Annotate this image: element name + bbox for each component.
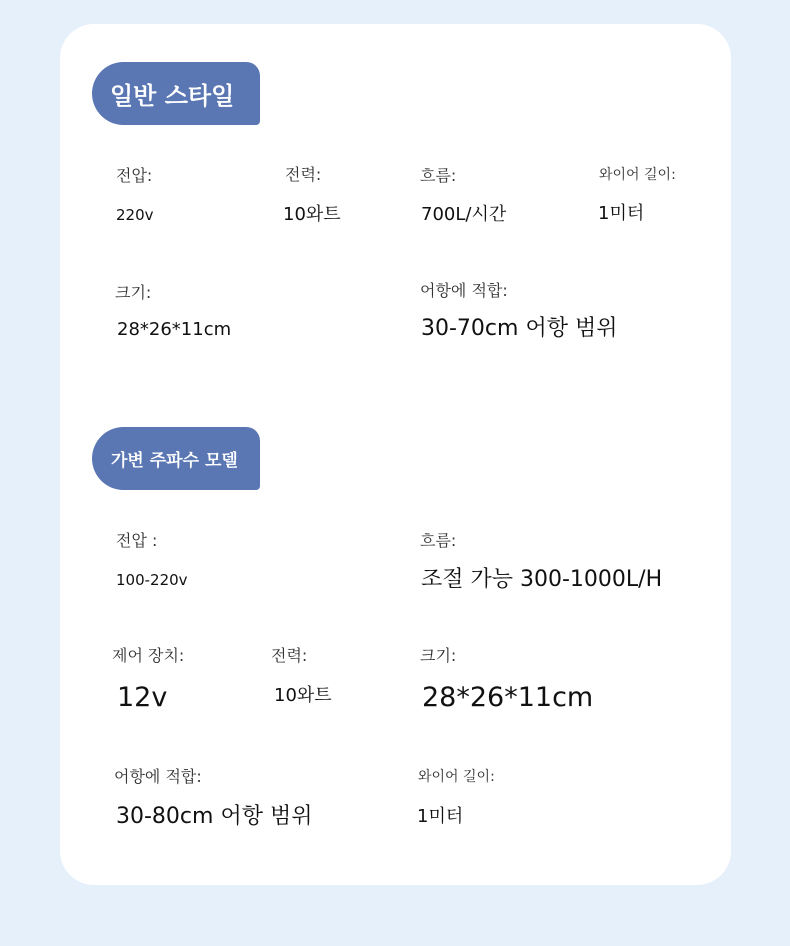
section-title-text: 일반 스타일 bbox=[110, 82, 235, 110]
spec-label-voltage: 전압 : bbox=[116, 531, 158, 550]
section-title-variable-frequency bbox=[92, 427, 260, 490]
spec-value-wire-length: 1미터 bbox=[417, 806, 464, 827]
spec-value-power: 10와트 bbox=[283, 204, 341, 225]
spec-label-size: 크기: bbox=[115, 283, 152, 302]
section-title-text: 가변 주파수 모델 bbox=[111, 451, 238, 471]
spec-value-wire-length: 1미터 bbox=[598, 203, 645, 224]
spec-value-size: 28*26*11cm bbox=[117, 319, 232, 340]
spec-label-power: 전력: bbox=[285, 165, 322, 184]
spec-label-flow: 흐름: bbox=[420, 531, 457, 550]
spec-label-controller: 제어 장치: bbox=[112, 646, 185, 665]
spec-value-size: 28*26*11cm bbox=[422, 682, 594, 713]
spec-value-flow: 조절 가능 300-1000L/H bbox=[421, 567, 663, 592]
spec-value-voltage: 220v bbox=[116, 206, 154, 224]
spec-label-tank-fit: 어항에 적합: bbox=[114, 767, 202, 786]
spec-label-flow: 흐름: bbox=[420, 166, 457, 185]
spec-label-voltage: 전압: bbox=[116, 166, 153, 185]
spec-value-voltage: 100-220v bbox=[116, 571, 188, 589]
spec-label-wire-length: 와이어 길이: bbox=[599, 167, 676, 183]
spec-value-power: 10와트 bbox=[274, 685, 332, 706]
spec-label-size: 크기: bbox=[420, 646, 457, 665]
spec-label-wire-length: 와이어 길이: bbox=[418, 769, 495, 785]
section-title-standard bbox=[92, 62, 260, 125]
spec-value-controller: 12v bbox=[117, 682, 168, 713]
spec-label-tank-fit: 어항에 적합: bbox=[420, 281, 508, 300]
spec-value-tank-fit: 30-80cm 어항 범위 bbox=[116, 804, 313, 829]
spec-value-tank-fit: 30-70cm 어항 범위 bbox=[421, 316, 618, 341]
spec-value-flow: 700L/시간 bbox=[421, 204, 507, 225]
spec-label-power: 전력: bbox=[271, 646, 308, 665]
